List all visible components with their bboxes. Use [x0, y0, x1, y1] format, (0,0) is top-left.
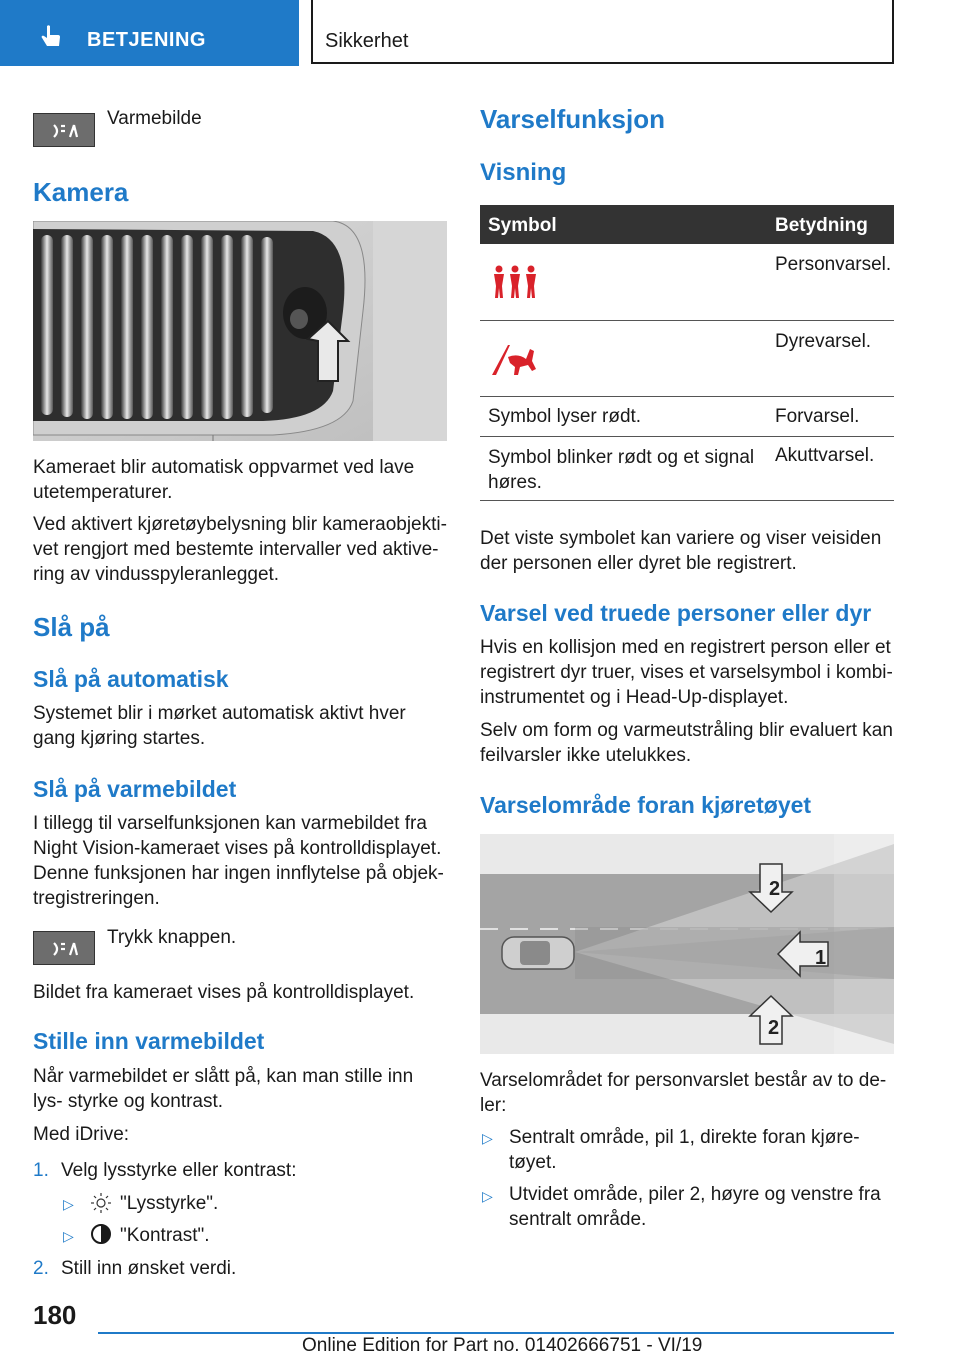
contrast-icon: [90, 1223, 112, 1245]
bullet-icon: ▷: [482, 1130, 493, 1146]
table-row: [480, 397, 894, 437]
auto-heading: Slå på automatisk: [33, 666, 229, 692]
bullet-central-zone: Sentralt område, pil 1, direkte foran kjøre- tøyet.: [509, 1127, 860, 1173]
camera-paragraph-1: Kameraet blir automatisk oppvarmet ved lave utetemperaturer.: [33, 457, 415, 503]
adjust-paragraph: Når varmebildet er slått på, kan man stille inn lys- styrke og kontrast.: [33, 1066, 414, 1112]
warning-zone-diagram: [480, 834, 894, 1054]
threat-heading: Varsel ved truede personer eller dyr: [480, 600, 872, 626]
symbol-note: Det viste symbolet kan variere og viser veisiden der personen eller dyret ble registrert.: [480, 528, 882, 574]
person-warning-icon: [490, 264, 540, 300]
press-button-text: Trykk knappen.: [107, 927, 237, 948]
idrive-text: Med iDrive:: [33, 1124, 130, 1145]
edition-text: Online Edition for Part no. 01402666751 - VI/19: [302, 1335, 703, 1356]
zone-label: 2: [768, 1017, 780, 1039]
meaning-cell: Dyrevarsel.: [775, 331, 872, 352]
bullet-icon: ▷: [482, 1188, 493, 1204]
display-paragraph: Bildet fra kameraet vises på kontrolldisplayet.: [33, 982, 415, 1003]
footer-divider: [98, 1332, 894, 1334]
table-row: [480, 244, 894, 321]
step-2-text: Still inn ønsket verdi.: [61, 1258, 237, 1279]
zone-label: 2: [769, 878, 781, 900]
zone-label: 1: [815, 947, 827, 969]
contrast-label: "Kontrast".: [120, 1225, 210, 1246]
animal-warning-icon: [488, 339, 540, 377]
thermal-paragraph: I tillegg til varselfunksjonen kan varmebildet fra Night Vision-kameraet vises på kontrolldisplayet. Denne funksjonen har ingen innflytelse på objek- tregistreringen.: [33, 813, 444, 909]
table-row: [480, 437, 894, 501]
meaning-cell: Personvarsel.: [775, 254, 892, 275]
column-header-symbol: Symbol: [488, 215, 557, 236]
camera-paragraph-2: Ved aktivert kjøretøybelysning blir kameraobjekti- vet rengjort med bestemte intervaller ved aktive- ring av vindusspyleranlegget.: [33, 514, 447, 585]
night-vision-button-icon-2: [33, 931, 95, 965]
symbol-table: [480, 205, 894, 501]
step-2-number: 2.: [33, 1258, 49, 1279]
table-header: [480, 205, 894, 244]
car-icon: [502, 937, 574, 969]
zone-heading: Varselområde foran kjøretøyet: [480, 792, 812, 818]
bullet-icon: ▷: [63, 1228, 74, 1244]
switch-on-heading: Slå på: [33, 612, 110, 642]
step-1-text: Velg lysstyrke eller kontrast:: [61, 1160, 297, 1181]
thermal-label: Varmebilde: [107, 108, 202, 129]
meaning-cell: Akuttvarsel.: [775, 445, 875, 466]
bullet-icon: ▷: [63, 1196, 74, 1212]
night-vision-button-icon: [33, 113, 95, 147]
thermal-heading: Slå på varmebildet: [33, 776, 237, 802]
column-header-meaning: Betydning: [775, 215, 868, 236]
warning-heading: Varselfunksjon: [480, 104, 665, 134]
zone-paragraph: Varselområdet for personvarslet består av to de- ler:: [480, 1070, 887, 1116]
brightness-icon: [90, 1192, 112, 1214]
subsection-title: Sikkerhet: [325, 30, 409, 52]
page-number: 180: [33, 1300, 77, 1330]
threat-paragraph-2: Selv om form og varmeutstråling blir evaluert kan feilvarsler ikke utelukkes.: [480, 720, 893, 766]
meaning-cell: Forvarsel.: [775, 406, 860, 427]
symbol-cell: Symbol lyser rødt.: [488, 406, 642, 427]
threat-paragraph-1: Hvis en kollisjon med en registrert person eller et registrert dyr truer, vises et varselsymbol i kombi- instrumentet og i Head-Up-displayet.: [480, 637, 893, 708]
step-1-number: 1.: [33, 1160, 49, 1181]
adjust-heading: Stille inn varmebildet: [33, 1028, 265, 1054]
section-title: BETJENING: [87, 29, 206, 51]
bullet-extended-zone: Utvidet område, piler 2, høyre og venstre fra sentralt område.: [509, 1184, 881, 1230]
auto-paragraph: Systemet blir i mørket automatisk aktivt hver gang kjøring startes.: [33, 703, 406, 749]
camera-heading: Kamera: [33, 177, 129, 207]
camera-photo: [33, 221, 447, 441]
hand-icon: [38, 24, 64, 50]
table-row: [480, 321, 894, 397]
symbol-cell: Symbol blinker rødt og et signal høres.: [488, 447, 755, 493]
display-heading: Visning: [480, 159, 567, 186]
brightness-label: "Lysstyrke".: [120, 1193, 219, 1214]
